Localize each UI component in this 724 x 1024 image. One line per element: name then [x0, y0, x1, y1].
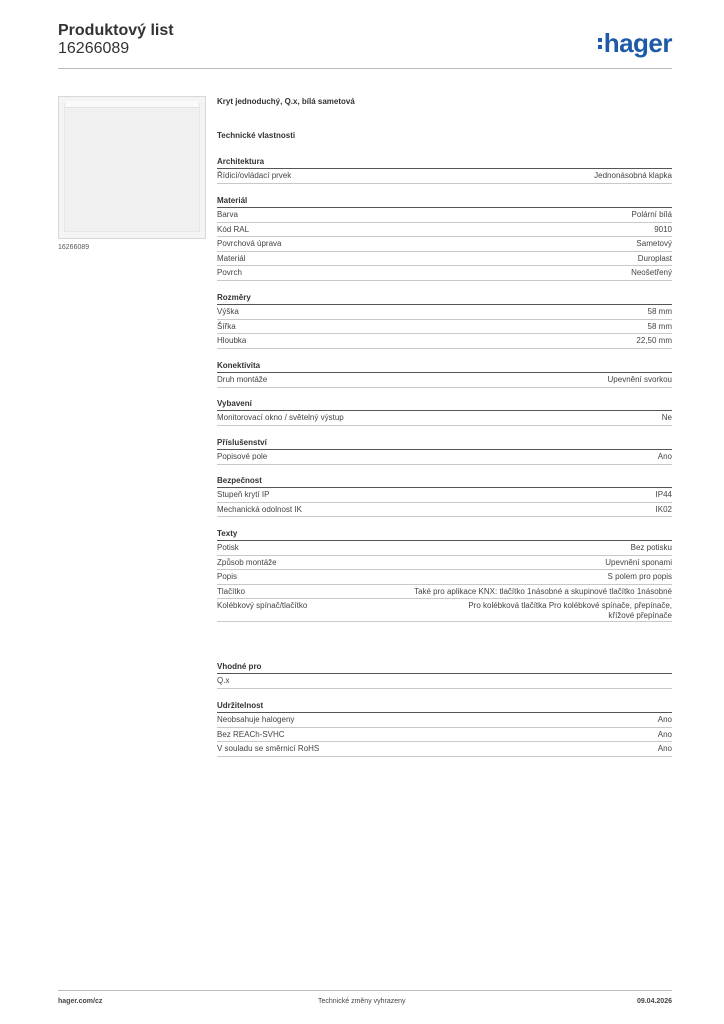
spec-key: Popisové pole	[217, 452, 268, 461]
spec-key: Materiál	[217, 253, 246, 263]
spec-value: Ano	[657, 452, 672, 461]
cover-plate-face	[64, 103, 200, 232]
spec-key: Q.x	[217, 676, 230, 685]
spec-key: Barva	[217, 210, 238, 219]
image-caption: 16266089	[58, 244, 90, 251]
group-title: Bezpečnost	[217, 476, 262, 485]
section-heading: Technické vlastnosti	[217, 131, 296, 140]
group-vhodne-pro	[217, 661, 672, 689]
group-vybaveni	[217, 398, 672, 426]
spec-value: Pro kolébková tlačítka Pro kolébkové spínače, přepínače, křížové přepínače	[468, 601, 672, 621]
product-code: 16266089	[58, 40, 130, 57]
spec-value: Bez potisku	[630, 543, 672, 552]
group-rozmery	[217, 292, 672, 349]
spec-row	[217, 237, 672, 252]
spec-value: Ano	[657, 744, 672, 754]
footer-note: Technické změny vyhrazeny	[318, 998, 406, 1005]
spec-value: Ne	[661, 413, 672, 422]
group-architektura	[217, 156, 672, 184]
spec-key: Monitorovací okno / světelný výstup	[217, 413, 344, 422]
spec-value: S polem pro popis	[607, 572, 672, 582]
spec-value: Ano	[657, 729, 672, 739]
spec-value: 58 mm	[647, 321, 672, 331]
spec-key: Hloubka	[217, 336, 247, 346]
page-header	[58, 22, 672, 58]
spec-row	[217, 252, 672, 267]
group-title: Vhodné pro	[217, 662, 262, 671]
group-title: Vybavení	[217, 399, 252, 408]
spec-key: Výška	[217, 307, 239, 316]
spec-key: Řídicí/ovládací prvek	[217, 171, 292, 180]
spec-row	[217, 503, 672, 518]
spec-value: Ano	[657, 715, 672, 724]
spec-key: Bez REACh-SVHC	[217, 729, 285, 739]
spec-key: Povrch	[217, 268, 242, 278]
spec-row	[217, 728, 672, 743]
spec-row	[217, 541, 672, 556]
spec-value: Jednonásobná klapka	[594, 171, 672, 180]
spec-value: Upevnění svorkou	[607, 375, 672, 384]
spec-key: Způsob montáže	[217, 557, 277, 567]
spec-value: 22,50 mm	[636, 336, 672, 346]
group-title: Rozměry	[217, 293, 251, 302]
logo-dots-icon	[598, 38, 602, 49]
spec-row	[217, 208, 672, 223]
hager-logo[interactable]	[598, 28, 672, 59]
product-image	[58, 96, 206, 239]
group-title: Architektura	[217, 157, 265, 166]
spec-row	[217, 674, 672, 689]
spec-value: Neošetřený	[631, 268, 672, 278]
spec-key: Popis	[217, 572, 238, 582]
spec-value: Upevnění sponami	[605, 557, 672, 567]
footer-date: 09.04.2026	[636, 998, 672, 1005]
footer-site-link[interactable]: hager.com/cz	[58, 998, 103, 1005]
group-konektivita	[217, 360, 672, 388]
spec-row	[217, 169, 672, 184]
spec-key: Kolébkový spínač/tlačítko	[217, 601, 308, 611]
group-title: Texty	[217, 529, 238, 538]
spec-key: Povrchová úprava	[217, 239, 282, 249]
logo-text: hager	[603, 28, 672, 58]
spec-row	[217, 373, 672, 388]
group-title: Materiál	[217, 196, 248, 205]
spec-key: Stupeň krytí IP	[217, 490, 270, 499]
spec-row	[217, 266, 672, 281]
spec-row	[217, 334, 672, 349]
spec-key: Tlačítko	[217, 586, 246, 596]
spec-key: V souladu se směrnicí RoHS	[217, 744, 320, 754]
spec-row	[217, 411, 672, 426]
spec-value: Také pro aplikace KNX: tlačítko 1násobné a skupinové tlačítko 1násobné	[414, 586, 672, 596]
spec-key: Druh montáže	[217, 375, 268, 384]
product-name: Kryt jednoduchý, Q.x, bílá sametová	[217, 97, 355, 106]
spec-key: Mechanická odolnost IK	[217, 504, 302, 514]
spec-value: Sametový	[636, 239, 672, 249]
header-divider	[58, 68, 672, 69]
spec-value: 58 mm	[647, 307, 672, 316]
group-title: Konektivita	[217, 361, 261, 370]
spec-key: Kód RAL	[217, 224, 250, 234]
spec-row	[217, 585, 672, 600]
spec-key: Šířka	[217, 321, 236, 331]
group-material	[217, 195, 672, 281]
spec-row	[217, 599, 672, 622]
spec-row	[217, 570, 672, 585]
spec-value: IP44	[655, 490, 672, 499]
spec-key: Neobsahuje halogeny	[217, 715, 295, 724]
group-texty	[217, 528, 672, 622]
spec-row	[217, 488, 672, 503]
group-udrzitelnost	[217, 700, 672, 757]
group-title: Příslušenství	[217, 438, 267, 447]
spec-value: 9010	[654, 224, 672, 234]
spec-row	[217, 223, 672, 238]
spec-value: IK02	[655, 504, 672, 514]
label-strip	[65, 101, 199, 108]
page-title: Produktový list	[58, 22, 174, 39]
group-prislusenstvi	[217, 437, 672, 465]
spec-row	[217, 320, 672, 335]
spec-row	[217, 713, 672, 728]
spec-row	[217, 450, 672, 465]
group-bezpecnost	[217, 475, 672, 517]
spec-value: Polární bílá	[631, 210, 672, 219]
spec-key: Potisk	[217, 543, 239, 552]
footer-divider	[58, 990, 672, 991]
spec-row	[217, 742, 672, 757]
spec-row	[217, 305, 672, 320]
spec-value: Duroplast	[637, 253, 672, 263]
spec-row	[217, 556, 672, 571]
group-title: Udržitelnost	[217, 701, 264, 710]
